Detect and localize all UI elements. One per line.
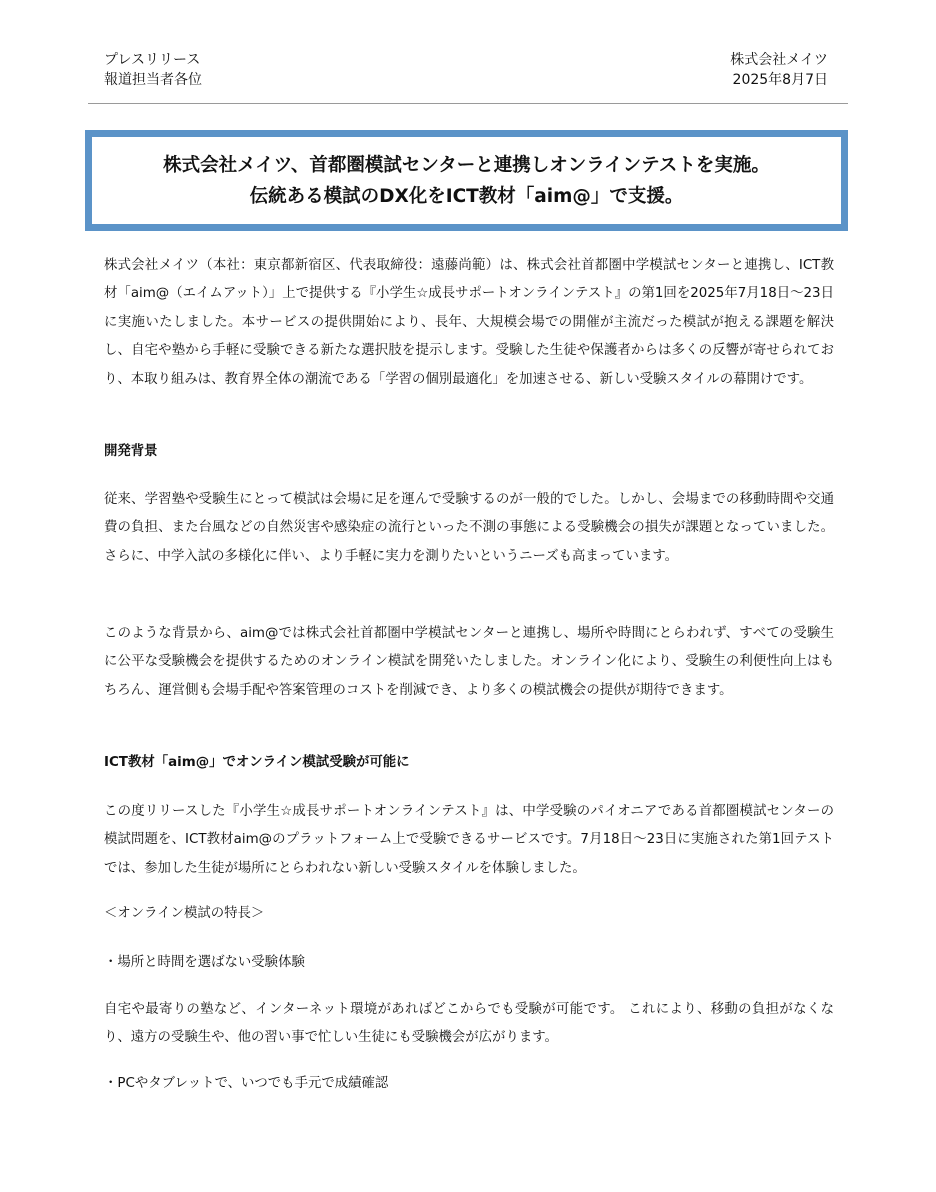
aim-paragraph-block: [104, 798, 834, 883]
section-heading-background: 開発背景: [104, 444, 158, 459]
release-type: プレスリリース: [104, 52, 201, 68]
release-date: 2025年8月7日: [732, 72, 828, 88]
company-name: 株式会社メイツ: [730, 52, 828, 68]
feature-2-title: ・PCやタブレットで、いつでも手元で成績確認: [104, 1076, 389, 1091]
section-heading-aim: ICT教材「aim@」でオンライン模試受験が可能に: [104, 755, 410, 770]
feature-1-body-block: [104, 996, 834, 1053]
background-paragraph-2: このような背景から、aim@では株式会社首都圏中学模試センターと連携し、場所や時間にとらわれず、すべての受験生に公平な受験機会を提供するためのオンライン模試を開発いたしました。オンライン化により、受験生の利便性向上はもちろん、運営側も会場手配や答案管理のコストを削減でき、より多くの模試機会の提供が期待できます。: [104, 626, 834, 698]
feature-1-title: ・場所と時間を選ばない受験体験: [104, 955, 305, 970]
header-divider: [88, 103, 848, 104]
intro-paragraph: 株式会社メイツ（本社：東京都新宿区、代表取締役：遠藤尚範）は、株式会社首都圏中学模試センターと連携し、ICT教材「aim@（エイムアット）」上で提供する『小学生☆成長サポートオンラインテスト』の第1回を2025年7月18日～23日に実施いたしました。本サービスの提供開始により、長年、大規模会場での開催が主流だった模試が抱える課題を解決し、自宅や塾から手軽に受験できる新たな選択肢を提示します。受験した生徒や保護者からは多くの反響が寄せられており、本取り組みは、教育界全体の潮流である「学習の個別最適化」を加速させる、新しい受験スタイルの幕開けです。: [104, 258, 834, 387]
feature-1-body: 自宅や最寄りの塾など、インターネット環境があればどこからでも受験が可能です。 これにより、移動の負担がなくなり、遠方の受験生や、他の習い事で忙しい生徒にも受験機会が広がります。: [104, 1002, 834, 1046]
features-heading: ＜オンライン模試の特長＞: [104, 906, 265, 921]
background-paragraph-1: 従来、学習塾や受験生にとって模試は会場に足を運んで受験するのが一般的でした。しかし、会場までの移動時間や交通費の負担、また台風などの自然災害や感染症の流行といった不測の事態による受験機会の損失が課題となっていました。さらに、中学入試の多様化に伴い、より手軽に実力を測りたいというニーズも高まっています。: [104, 492, 834, 564]
header-left: [104, 50, 202, 90]
aim-paragraph: この度リリースした『小学生☆成長サポートオンラインテスト』は、中学受験のパイオニアである首都圏模試センターの模試問題を、ICT教材aim@のプラットフォーム上で受験できるサービスです。7月18日～23日に実施された第1回テストでは、参加した生徒が場所にとらわれない新しい受験スタイルを体験しました。: [104, 804, 834, 876]
background-paragraph-2-block: [104, 620, 834, 705]
title-box: [85, 130, 848, 231]
title-line-2: 伝統ある模試のDX化をICT教材「aim@」で支援。: [249, 185, 684, 207]
audience: 報道担当者各位: [104, 72, 202, 88]
intro-paragraph-block: [104, 252, 834, 394]
background-paragraph-1-block: [104, 486, 834, 571]
title-line-1: 株式会社メイツ、首都圏模試センターと連携しオンラインテストを実施。: [163, 154, 770, 176]
header-right: [730, 50, 828, 90]
